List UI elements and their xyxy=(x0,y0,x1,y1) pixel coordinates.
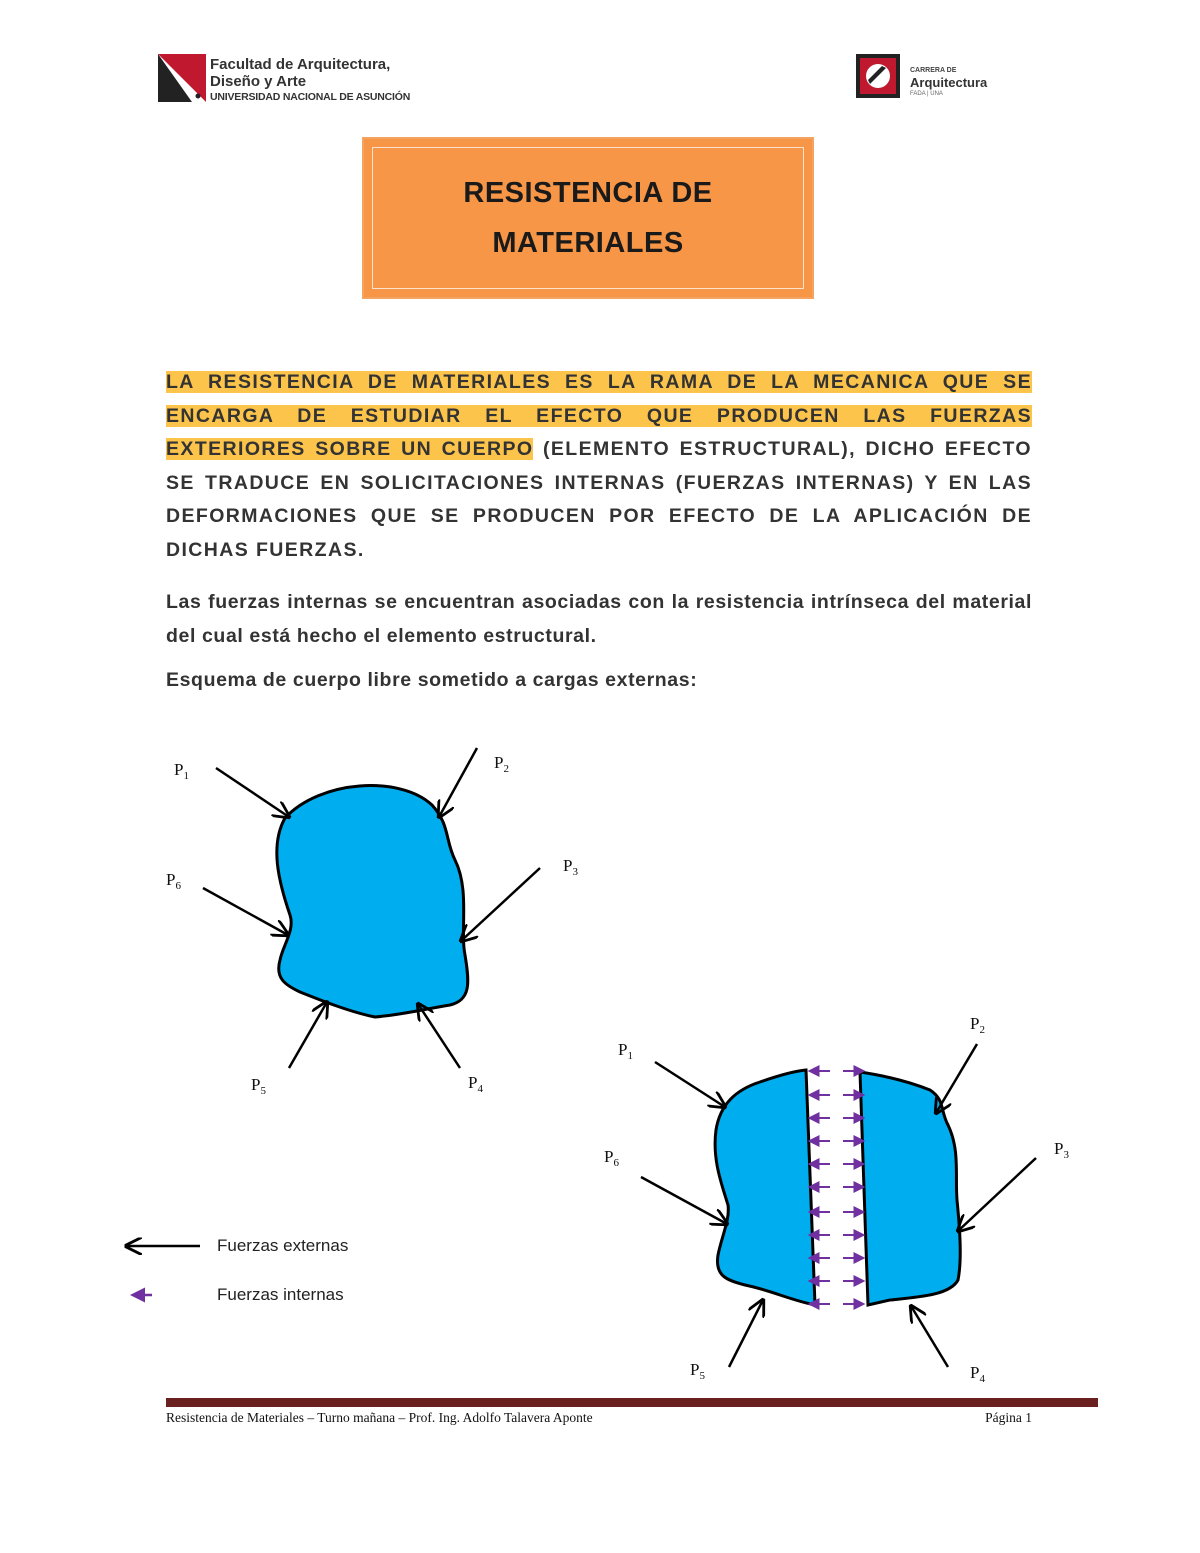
university-name: UNIVERSIDAD NACIONAL DE ASUNCIÓN xyxy=(210,91,411,103)
force-label-p3-cut: $P_3$ xyxy=(1054,1139,1069,1161)
body-shape-left-half xyxy=(715,1070,815,1305)
force-label-p1: $P_1$ xyxy=(174,760,189,782)
definition-rest: (ELEMENTO ESTRUCTURAL), DICHO EFECTO SE TRADUCE EN SOLICITACIONES INTERNAS (FUERZAS INTERNAS) Y EN LAS DEFORMACIONES QUE SE PRODUCEN POR EFECTO DE LA APLICACIÓN DE DICHAS FUERZAS. xyxy=(166,438,1032,561)
force-arrow-p3 xyxy=(461,868,540,941)
body-shape-whole xyxy=(277,786,468,1017)
page-number: Página 1 xyxy=(985,1410,1032,1425)
force-label-p1-cut: $P_1$ xyxy=(618,1040,633,1062)
faculty-name-line1: Facultad de Arquitectura, xyxy=(210,56,391,73)
force-arrow-p5-cut xyxy=(729,1300,763,1367)
force-arrow-p4-cut xyxy=(911,1306,948,1367)
career-sub: FADA | UNA xyxy=(910,91,943,97)
force-label-p6-cut: $P_6$ xyxy=(604,1147,619,1169)
force-arrow-p2-cut xyxy=(936,1044,977,1113)
career-name: Arquitectura xyxy=(910,75,988,90)
force-arrow-p3-cut xyxy=(958,1158,1036,1231)
force-arrow-p2 xyxy=(439,748,477,817)
force-label-p6: $P_6$ xyxy=(166,870,181,892)
internal-forces-paragraph: Las fuerzas internas se encuentran asociadas con la resistencia intrínseca del material del cual está hecho el elemento estructural. xyxy=(166,591,1032,647)
force-label-p3: $P_3$ xyxy=(563,856,578,878)
definition-highlight: LA RESISTENCIA DE MATERIALES ES LA RAMA DE LA MECANICA QUE SE ENCARGA DE ESTUDIAR EL EFECTO QUE PRODUCEN LAS FUERZAS EXTERIORES SOBRE UN CUERPO xyxy=(166,371,1032,461)
force-label-p4-cut: $P_4$ xyxy=(970,1363,985,1385)
footer-text: Resistencia de Materiales – Turno mañana – Prof. Ing. Adolfo Talavera Aponte xyxy=(166,1410,593,1425)
force-arrow-p6 xyxy=(203,888,288,935)
legend-external-label: Fuerzas externas xyxy=(217,1236,349,1255)
force-arrow-p4 xyxy=(418,1004,460,1068)
force-label-p4: $P_4$ xyxy=(468,1073,483,1095)
force-label-p2: $P_2$ xyxy=(494,753,509,775)
force-arrow-p1-cut xyxy=(655,1062,725,1107)
diagram-caption: Esquema de cuerpo libre sometido a cargas externas: xyxy=(166,669,698,691)
force-arrow-p5 xyxy=(289,1002,327,1068)
force-label-p2-cut: $P_2$ xyxy=(970,1014,985,1036)
force-label-p5: $P_5$ xyxy=(251,1075,266,1097)
body-shape-right-half xyxy=(860,1072,960,1305)
faculty-name-line2: Diseño y Arte xyxy=(210,73,307,90)
title-line1: RESISTENCIA DE xyxy=(463,177,713,209)
force-label-p5-cut: $P_5$ xyxy=(690,1360,705,1382)
title-line2: MATERIALES xyxy=(492,227,684,259)
footer-rule xyxy=(166,1398,1098,1407)
force-arrow-p1 xyxy=(216,768,289,817)
career-label: CARRERA DE xyxy=(910,67,957,74)
force-arrow-p6-cut xyxy=(641,1177,727,1224)
legend-internal-label: Fuerzas internas xyxy=(217,1285,344,1304)
